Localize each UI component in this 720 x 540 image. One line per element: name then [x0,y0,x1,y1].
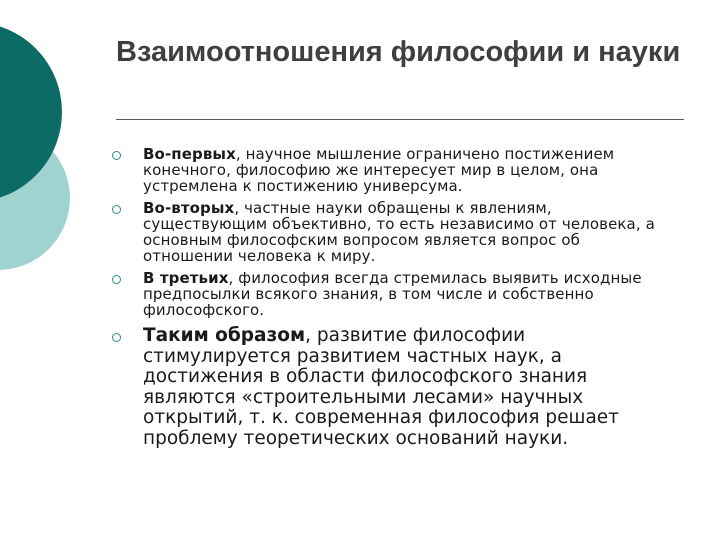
bullet-text: , научное мышление ограничено постижением конечного, философию же интересует мир в целом, она устремлена к постижению универсума. [143,145,615,195]
bullet-lead: Во-вторых [143,199,235,217]
circle-bullet-icon [112,205,121,214]
bullet-item-3 [112,270,672,318]
circle-bullet-icon [112,333,121,342]
bullet-item-2 [112,200,672,264]
bullet-text: , частные науки обращены к явлениям, существующим объективно, то есть независимо от человека, а основным философским вопросом является вопрос об отношении человека к миру. [143,199,655,265]
bullet-item-4 [112,326,672,449]
circle-bullet-icon [112,151,121,160]
circle-bullet-icon [112,275,121,284]
decorative-circles [0,0,110,300]
bullet-list [112,146,672,449]
bullet-lead: Таким образом [143,325,306,346]
bullet-lead: Во-первых [143,145,236,163]
title-divider [116,119,684,120]
slide-title: Взаимоотношения философии и науки [116,36,681,68]
bullet-text: , развитие философии стимулируется развитием частных наук, а достижения в области философского знания являются «строительными лесами» научных открытий, т. к. современная философия решает проблему теоретических оснований науки. [143,325,619,449]
bullet-text: , философия всегда стремилась выявить исходные предпосылки всякого знания, в том числе и собственно философского. [143,269,642,319]
bullet-lead: В третьих [143,269,229,287]
bullet-item-1 [112,146,672,194]
